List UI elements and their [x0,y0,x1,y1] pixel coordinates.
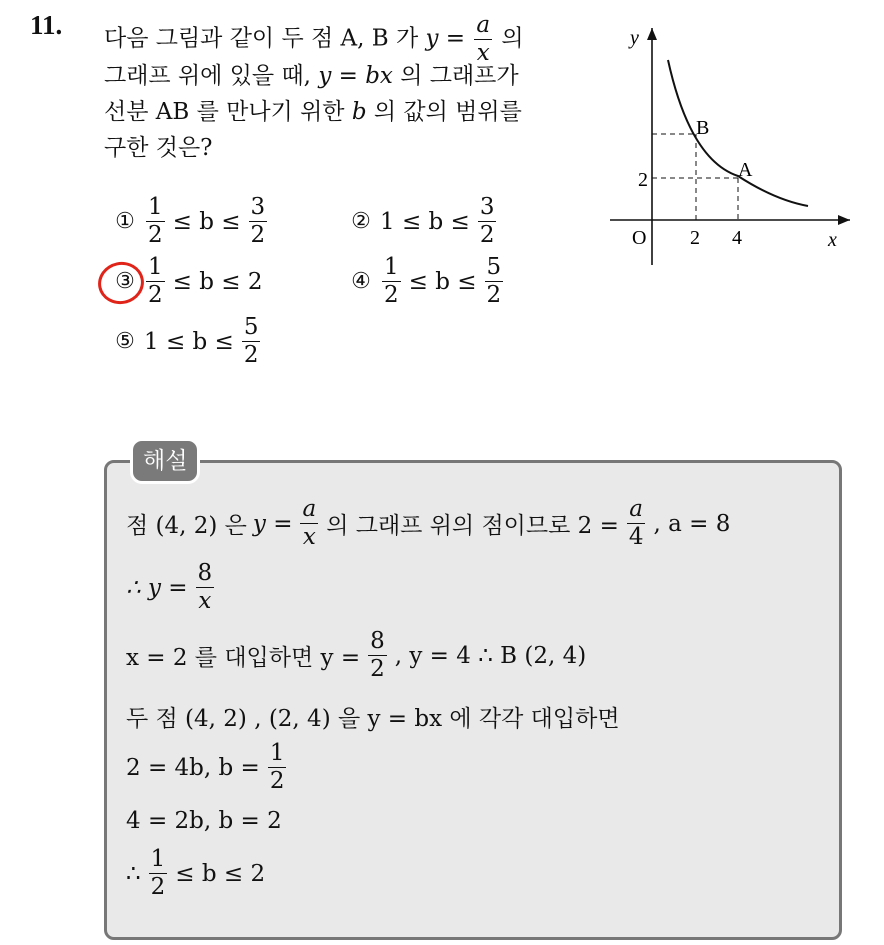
fraction: $\frac{1}{2}$ [148,254,163,308]
fraction: $\frac{1}{2}$ [148,194,163,248]
expr: y = bx [318,63,393,89]
fraction-a-over-x [474,14,492,65]
choice-text: 1 ≤ b ≤ [380,208,470,235]
fraction: $\frac{8}{x}$ [197,560,213,614]
choice-2[interactable] [348,196,498,247]
question-number: 11. [30,10,63,40]
y-axis-label: y [630,27,639,49]
solution-text: 두 점 (4, 2) , (2, 4) 을 y = bx 에 각각 대입하면 [126,706,620,732]
question-text: 다음 그림과 같이 두 점 A, B 가 [104,25,426,52]
fraction: $\frac{3}{2}$ [479,194,495,248]
question-text: 그래프 위에 있을 때, [104,63,319,89]
question-line-2 [104,62,519,90]
solution-text: ∴ [126,860,141,887]
fraction: $\frac{8}{2}$ [370,628,385,682]
solution-line-1 [126,498,730,549]
solution-line-7 [126,848,265,899]
solution-line-2 [126,562,216,613]
solution-text: 4 = 2b, b = 2 [126,808,282,834]
solution-line-3 [126,630,586,681]
question-text: 선분 AB 를 만나기 위한 [104,99,352,125]
solution-text: 점 (4, 2) 은 [126,513,247,539]
solution-text: , y = 4 ∴ B (2, 4) [394,642,587,669]
point-b-label: B [696,117,710,139]
fraction: $\frac{1}{2}$ [384,254,399,308]
solution-text: ∴ y = [126,574,188,601]
choice-number: ④ [351,269,371,294]
choice-text: ≤ b ≤ [172,208,241,235]
fraction: $\frac{1}{2}$ [269,740,285,794]
question-line-1 [104,14,524,65]
var-y: y [425,25,439,52]
fraction: $\frac{5}{2}$ [486,254,502,308]
solution-text: 2 = 4b, b = [126,754,260,781]
choice-text: 1 ≤ b ≤ [144,328,234,355]
choice-number: ⑤ [115,329,135,354]
choice-number: ③ [115,269,135,294]
question-line-3 [104,98,522,126]
choice-text: ≤ b ≤ 2 [172,268,263,295]
choice-1[interactable] [112,196,269,247]
solution-text: , a = 8 [653,510,731,537]
choice-number: ① [115,209,135,234]
solution-line-4 [126,700,620,733]
solution-line-5 [126,742,288,793]
question-text: 의 값의 범위를 [366,99,522,125]
question-text: 구한 것은? [104,135,213,161]
curve [668,60,808,206]
question-text: 의 [494,25,524,52]
y-tick-2: 2 [638,169,648,191]
x-tick-4: 4 [732,227,742,249]
question-text: 의 그래프가 [392,63,519,89]
y-axis-arrow [647,28,657,40]
question-line-4 [104,134,213,162]
hyperbola-graph [600,20,860,270]
fraction: $\frac{1}{2}$ [150,846,166,900]
solution-tab: 해설 [130,438,200,484]
fraction: $\frac{5}{2}$ [243,314,259,368]
choice-4[interactable] [348,256,505,307]
denominator: x [476,40,490,66]
fraction: $\frac{a}{4}$ [628,496,644,550]
point-a-label: A [738,159,753,181]
fraction: $\frac{a}{x}$ [302,496,317,550]
solution-text: ≤ b ≤ 2 [175,860,266,887]
solution-line-6 [126,808,282,834]
choice-5[interactable] [112,316,262,367]
x-tick-2: 2 [690,227,700,249]
var-b: b [351,99,367,125]
expr: y = [252,510,293,537]
solution-text: x = 2 를 대입하면 y = [126,645,361,671]
choice-number: ② [351,209,371,234]
x-axis-arrow [838,215,850,225]
origin-label: O [632,227,647,249]
numerator: a [476,12,491,38]
x-axis-label: x [828,229,837,251]
fraction: $\frac{3}{2}$ [250,194,266,248]
solution-text: 의 그래프 위의 점이므로 2 = [326,513,619,539]
choice-text: ≤ b ≤ [408,268,477,295]
equals: = [438,25,473,52]
